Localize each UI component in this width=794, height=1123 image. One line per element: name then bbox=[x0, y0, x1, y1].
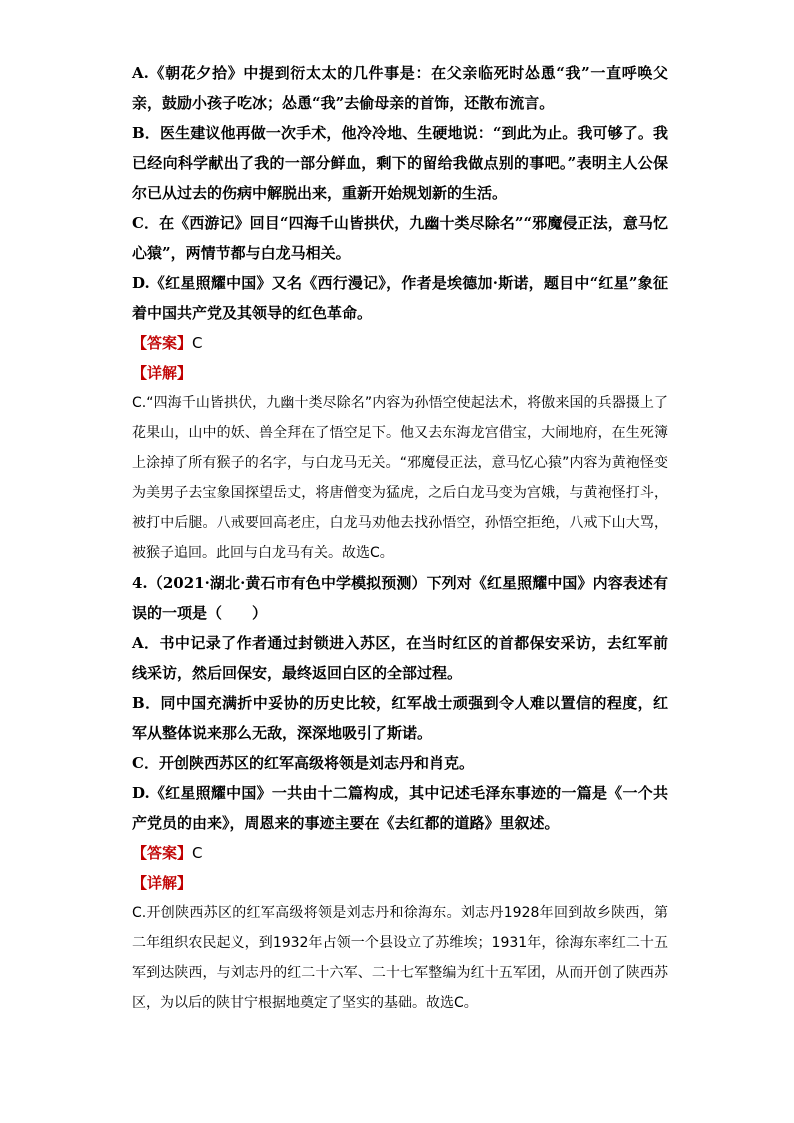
q4-answer-label: 【答案】 bbox=[132, 844, 193, 862]
q4-detail-label: 【详解】 bbox=[132, 874, 193, 892]
q4-option-a: A．书中记录了作者通过封锁进入苏区，在当时红区的首都保安采访，去红军前线采访，然后回保安，最终返回白区的全部过程。 bbox=[132, 634, 668, 682]
question-3-section bbox=[132, 58, 668, 568]
q4-option-b: B．同中国充满折中妥协的历史比较，红军战士顽强到令人难以置信的程度，红军从整体说来那么无敌，深深地吸引了斯诺。 bbox=[132, 694, 668, 742]
q4-detail-line bbox=[132, 868, 668, 898]
q3-answer-label: 【答案】 bbox=[132, 334, 193, 352]
q4-detail-text: C.开创陕西苏区的红军高级将领是刘志丹和徐海东。刘志丹1928年回到故乡陕西，第二年组织农民起义，到1932年占领一个县设立了苏维埃；1931年，徐海东率红二十五军到达陕西，与刘志丹的红二十六军、二十七军整编为红十五军团，从而开创了陕西苏区，为以后的陕甘宁根据地奠定了坚实的基础。故选C。 bbox=[132, 905, 668, 1011]
q4-option-c: C．开创陕西苏区的红军高级将领是刘志丹和肖克。 bbox=[132, 754, 474, 772]
q3-option-d: D.《红星照耀中国》又名《西行漫记》，作者是埃德加·斯诺，题目中“红星”象征着中国共产党及其领导的红色革命。 bbox=[132, 274, 668, 322]
q3-option-c: C．在《西游记》回目“四海千山皆拱伏，九幽十类尽除名”“邪魔侵正法，意马忆心猿”，两情节都与白龙马相关。 bbox=[132, 214, 668, 262]
q3-detail-text: C.“四海千山皆拱伏，九幽十类尽除名”内容为孙悟空使起法术，将傲来国的兵器摄上了花果山，山中的妖、兽全拜在了悟空足下。他又去东海龙宫借宝，大闹地府，在生死簿上涂掉了所有猴子的名字，与白龙马无关。“邪魔侵正法，意马忆心猿”内容为黄袍怪变为美男子去宝象国探望岳丈，将唐僧变为猛虎，之后白龙马变为宫娥，与黄袍怪打斗，被打中后腿。八戒要回高老庄，白龙马劝他去找孙悟空，孙悟空拒绝，八戒下山大骂，被猴子追回。此回与白龙马有关。故选C。 bbox=[132, 395, 668, 561]
q4-option-d: D.《红星照耀中国》一共由十二篇构成，其中记述毛泽东事迹的一篇是《一个共产党员的由来》，周恩来的事迹主要在《去红都的道路》里叙述。 bbox=[132, 784, 668, 832]
q3-detail-line bbox=[132, 358, 668, 388]
q3-detail-label: 【详解】 bbox=[132, 364, 193, 382]
q3-option-a: A.《朝花夕拾》中提到衍太太的几件事是：在父亲临死时怂恿“我”一直呼唤父亲，鼓励小孩子吃冰；怂恿“我”去偷母亲的首饰，还散布流言。 bbox=[132, 64, 668, 112]
q3-answer-line bbox=[132, 328, 668, 358]
q4-stem: 4.（2021·湖北·黄石市有色中学模拟预测）下列对《红星照耀中国》内容表述有误的一项是（ ） bbox=[132, 574, 668, 622]
q3-answer-value: C bbox=[192, 334, 203, 352]
question-4-section bbox=[132, 568, 668, 1018]
q4-answer-line bbox=[132, 838, 668, 868]
document-page bbox=[132, 58, 668, 1018]
q4-answer-value: C bbox=[192, 844, 203, 862]
q3-option-b: B．医生建议他再做一次手术，他冷冷地、生硬地说：“到此为止。我可够了。我已经向科学献出了我的一部分鲜血，剩下的留给我做点别的事吧。”表明主人公保尔已从过去的伤病中解脱出来，重新开始规划新的生活。 bbox=[132, 124, 668, 202]
